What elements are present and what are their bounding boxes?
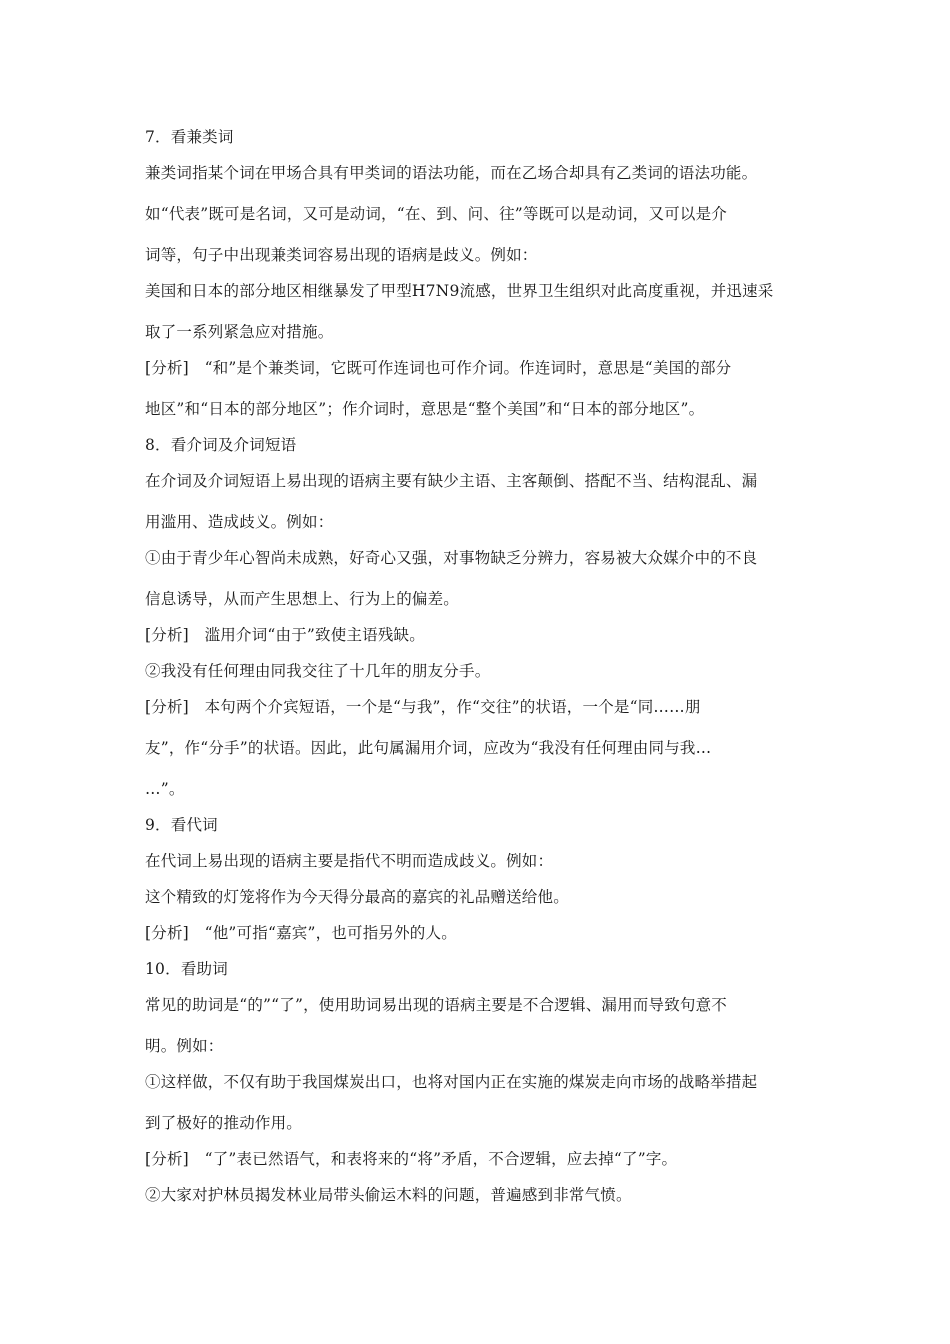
example-line: 信息诱导，从而产生思想上、行为上的偏差。 [145, 590, 460, 608]
heading-item-9: 9．看代词 [145, 816, 218, 834]
analysis-line: [分析] “他”可指“嘉宾”，也可指另外的人。 [145, 924, 457, 942]
heading-item-7: 7．看兼类词 [145, 128, 234, 146]
example-line: ①由于青少年心智尚未成熟，好奇心又强，对事物缺乏分辨力，容易被大众媒介中的不良 [145, 549, 758, 567]
example-line: ②我没有任何理由同我交往了十几年的朋友分手。 [145, 662, 491, 680]
paragraph-line: 兼类词指某个词在甲场合具有甲类词的语法功能，而在乙场合却具有乙类词的语法功能。 [145, 164, 758, 182]
analysis-line: [分析] 滥用介词“由于”致使主语残缺。 [145, 626, 425, 644]
paragraph-line: 常见的助词是“的”“了”，使用助词易出现的语病主要是不合逻辑、漏用而导致句意不 [145, 996, 727, 1014]
analysis-line: …”。 [145, 780, 185, 798]
example-line: ①这样做，不仅有助于我国煤炭出口，也将对国内正在实施的煤炭走向市场的战略举措起 [145, 1073, 758, 1091]
paragraph-line: 如“代表”既可是名词，又可是动词，“在、到、问、往”等既可以是动词，又可以是介 [145, 205, 727, 223]
example-line: 到了极好的推动作用。 [145, 1114, 303, 1132]
analysis-line: [分析] “和”是个兼类词，它既可作连词也可作介词。作连词时，意思是“美国的部分 [145, 359, 732, 377]
paragraph-line: 词等，句子中出现兼类词容易出现的语病是歧义。例如： [145, 246, 538, 264]
example-line: 这个精致的灯笼将作为今天得分最高的嘉宾的礼品赠送给他。 [145, 888, 569, 906]
analysis-line: 地区”和“日本的部分地区”；作介词时，意思是“整个美国”和“日本的部分地区”。 [145, 400, 705, 418]
heading-item-10: 10．看助词 [145, 960, 228, 978]
paragraph-line: 在代词上易出现的语病主要是指代不明而造成歧义。例如： [145, 852, 554, 870]
example-line: ②大家对护林员揭发林业局带头偷运木料的问题，普遍感到非常气愤。 [145, 1186, 632, 1204]
example-line: 美国和日本的部分地区相继暴发了甲型H7N9流感，世界卫生组织对此高度重视，并迅速采 [145, 282, 774, 300]
heading-item-8: 8．看介词及介词短语 [145, 436, 297, 454]
analysis-line: 友”，作“分手”的状语。因此，此句属漏用介词，应改为“我没有任何理由同与我… [145, 739, 712, 757]
analysis-line: [分析] 本句两个介宾短语，一个是“与我”，作“交往”的状语，一个是“同……朋 [145, 698, 701, 716]
analysis-line: [分析] “了”表已然语气，和表将来的“将”矛盾，不合逻辑，应去掉“了”字。 [145, 1150, 678, 1168]
paragraph-line: 在介词及介词短语上易出现的语病主要有缺少主语、主客颠倒、搭配不当、结构混乱、漏 [145, 472, 758, 490]
paragraph-line: 明。例如： [145, 1037, 224, 1055]
example-line: 取了一系列紧急应对措施。 [145, 323, 334, 341]
paragraph-line: 用滥用、造成歧义。例如： [145, 513, 334, 531]
